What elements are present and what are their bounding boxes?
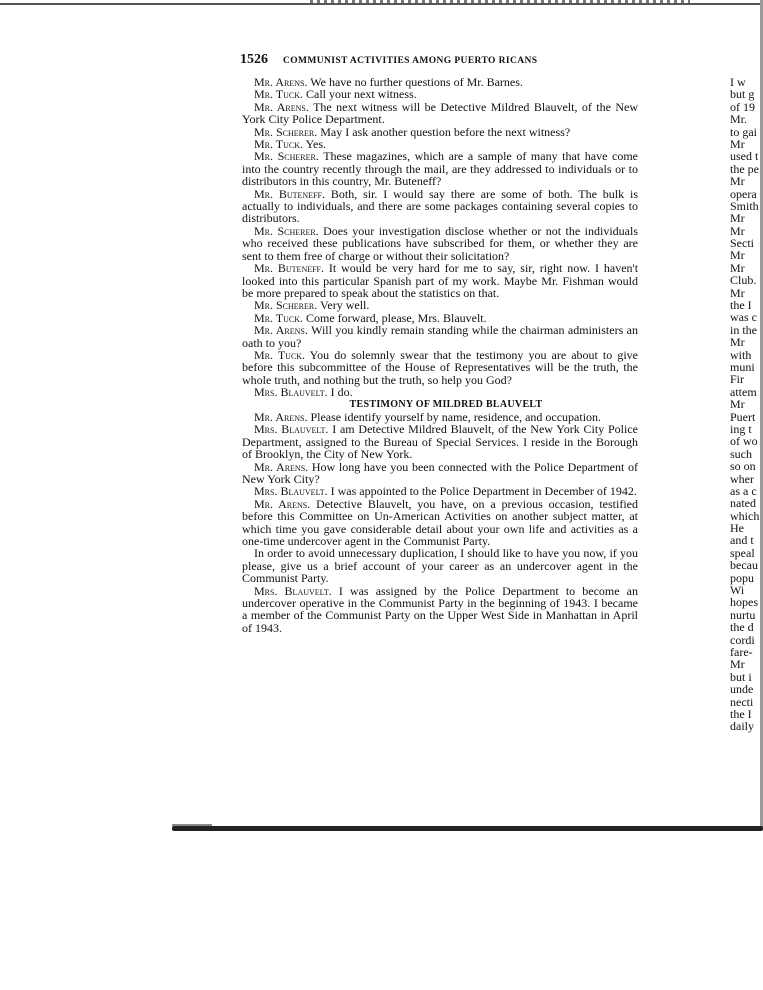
facing-page-fragment: the I <box>730 706 752 721</box>
speech: How long have you been connected with the Police Department of New York City? <box>242 459 638 486</box>
facing-page-fragment: Mr <box>730 335 745 350</box>
speaker: Mr. Arens. <box>254 323 308 338</box>
speech: Yes. <box>305 137 327 152</box>
speaker: Mr. Arens. <box>254 75 308 89</box>
facing-page-fragment: Mr <box>730 248 745 263</box>
facing-page-fragment: Mr <box>730 657 745 672</box>
paragraph <box>242 461 638 486</box>
paragraph <box>242 150 638 187</box>
page-header <box>240 52 640 68</box>
speaker: Mr. Arens. <box>254 496 311 511</box>
facing-page-fragment: which <box>730 508 760 523</box>
main-text-column <box>242 76 638 634</box>
paragraph <box>242 101 638 126</box>
paragraph <box>242 225 638 262</box>
facing-page-fragment: but i <box>730 669 752 684</box>
facing-page-fragment: Smith <box>730 198 759 213</box>
facing-page-fragment: Mr <box>730 174 745 189</box>
paragraph <box>242 324 638 349</box>
facing-page-fragment: nurtu <box>730 607 756 622</box>
facing-page-fragment: I w <box>730 76 746 89</box>
speech: Come forward, please, Mrs. Blauvelt. <box>306 310 487 325</box>
paragraph <box>242 188 638 225</box>
speech: Very well. <box>320 298 370 313</box>
facing-page-fragment: wher <box>730 471 754 486</box>
speaker: Mrs. Blauvelt. <box>254 484 328 499</box>
facing-page-fragment: speal <box>730 545 755 560</box>
speech: Will you kindly remain standing while the chairman administers an oath to you? <box>242 323 639 350</box>
facing-page-fragment: Wi <box>730 583 745 598</box>
facing-page-fragment: hopes <box>730 595 758 610</box>
facing-page-fragment: was c <box>730 310 757 325</box>
facing-page-fragment: He <box>730 521 744 536</box>
speaker: Mr. Buteneff. <box>254 186 325 201</box>
speech: The next witness will be Detective Mildred Blauvelt, of the New York City Police Department. <box>242 99 638 127</box>
facing-page-fragment: the d <box>730 620 754 635</box>
facing-page-fragment: Mr <box>730 285 745 300</box>
paragraph <box>242 547 638 584</box>
facing-page-fragment: Mr <box>730 136 745 151</box>
facing-page-fragment: with <box>730 347 752 362</box>
facing-page-fragment: as a c <box>730 483 757 498</box>
top-scan-dots <box>310 0 690 3</box>
facing-page-fragment: unde <box>730 682 754 697</box>
speaker: Mr. Tuck. <box>254 347 306 362</box>
speech: May I ask another question before the next witness? <box>320 124 571 139</box>
speech: We have no further questions of Mr. Barnes. <box>310 75 523 89</box>
facing-page-fragment: the I <box>730 298 752 313</box>
speaker: Mr. Scherer. <box>254 124 318 139</box>
facing-page-fragment: in the <box>730 322 757 337</box>
facing-page-fragment: ing t <box>730 421 752 436</box>
speaker: Mr. Arens. <box>254 459 309 474</box>
facing-page-fragment: necti <box>730 694 754 709</box>
speaker: Mr. Arens. <box>254 409 308 424</box>
bottom-scan-edge <box>172 826 763 831</box>
facing-page-fragment: muni <box>730 359 755 374</box>
paragraph <box>242 262 638 299</box>
facing-page-fragment: attem <box>730 384 757 399</box>
facing-page-fragment: the pe <box>730 161 759 176</box>
facing-page-fragment: Mr. <box>730 112 748 127</box>
speech: Please identify yourself by name, residence, and occupation. <box>310 409 602 424</box>
paragraph <box>242 585 638 635</box>
speech: It would be very hard for me to say, sir, right now. I haven't looked into this particular Spanish part of my work. Maybe Mr. Fishman would be more prepared to speak about the statistics on that. <box>242 261 639 300</box>
speaker: Mr. Scherer. <box>254 223 319 238</box>
facing-page-fragment: Mr <box>730 397 745 412</box>
facing-page-fragment: used t <box>730 149 759 164</box>
speech: Does your investigation disclose whether or not the individuals who received these publications have subscribed for them, or whether they are sent to them free of charge or without their solicitation? <box>242 223 638 263</box>
facing-page-column-fragments <box>730 76 763 733</box>
facing-page-fragment: and t <box>730 533 754 548</box>
facing-page-fragment: so on <box>730 459 756 474</box>
facing-page-fragment: Secti <box>730 236 754 251</box>
top-scan-edge <box>0 3 763 5</box>
facing-page-fragment: Mr <box>730 211 745 226</box>
facing-page-fragment: opera <box>730 186 757 201</box>
facing-page-fragment: Puert <box>730 409 756 424</box>
speaker: Mr. Arens. <box>254 99 309 114</box>
speech: Call your next witness. <box>306 87 417 102</box>
speaker: Mr. Buteneff. <box>254 261 325 276</box>
facing-page-fragment: Mr <box>730 223 745 238</box>
speech: Both, sir. I would say there are some of both. The bulk is actually to individuals, and there are some packages containing several copies to distributors. <box>242 186 639 226</box>
page-number: 1526 <box>240 52 268 67</box>
speech: Detective Blauvelt, you have, on a previous occasion, testified before this Committee on Un-American Activities on another subject matter, at which time you gave considerable detail about your own life and activities as a one-time undercover agent in the Communist Party. <box>242 496 638 549</box>
paragraph <box>242 349 638 386</box>
facing-page-fragment: to gai <box>730 124 757 139</box>
speech: You do solemnly swear that the testimony you are about to give before this subcommittee of the House of Representatives will be the truth, the whole truth, and nothing but the truth, so help you God? <box>242 347 638 387</box>
facing-page-fragment: becau <box>730 558 758 573</box>
facing-page-fragment: of 19 <box>730 99 755 114</box>
paragraph <box>242 386 638 398</box>
facing-page-fragment: such <box>730 446 752 461</box>
speaker: Mr. Tuck. <box>254 137 304 152</box>
speech: I was assigned by the Police Department to become an undercover operative in the Communist Party in the beginning of 1943. I became a member of the Communist Party on the Upper West Side in Manhattan in April of 1943. <box>242 583 639 635</box>
facing-page-fragment: of wo <box>730 434 758 449</box>
speaker: Mr. Scherer. <box>254 149 319 164</box>
facing-page-fragment: Club. <box>730 273 757 288</box>
section-heading: TESTIMONY OF MILDRED BLAUVELT <box>349 398 543 410</box>
speaker: Mr. Scherer. <box>254 298 318 313</box>
facing-page-fragment: Fir <box>730 372 745 387</box>
speech: These magazines, which are a sample of many that have come into the country recently through the mail, are they addressed to individuals or to distributors in this country, Mr. Buteneff? <box>242 149 638 189</box>
facing-page-fragment: fare- <box>730 644 753 659</box>
facing-page-fragment: nated <box>730 496 756 511</box>
speaker: Mr. Tuck. <box>254 310 304 325</box>
speech: I was appointed to the Police Department in December of 1942. <box>330 484 637 499</box>
speech: I do. <box>330 385 353 400</box>
paragraph <box>242 498 638 548</box>
running-title: COMMUNIST ACTIVITIES AMONG PUERTO RICANS <box>283 56 538 66</box>
facing-page-fragment: cordi <box>730 632 755 647</box>
facing-page-fragment: daily <box>730 719 754 733</box>
facing-page-fragment: Mr <box>730 260 745 275</box>
facing-page-fragment: popu <box>730 570 754 585</box>
facing-page-fragment: but g <box>730 87 755 102</box>
speaker: Mrs. Blauvelt. <box>254 422 329 437</box>
speaker: Mrs. Blauvelt. <box>254 583 332 598</box>
speech: I am Detective Mildred Blauvelt, of the New York City Police Department, assigned to the Bureau of Special Services. I reside in the Borough of Brooklyn, the City of New York. <box>242 422 638 462</box>
speech: In order to avoid unnecessary duplication, I should like to have you now, if you please, give us a brief account of your career as an undercover agent in the Communist Party. <box>242 546 638 586</box>
speaker: Mr. Tuck. <box>254 87 304 102</box>
paragraph <box>242 423 638 460</box>
speaker: Mrs. Blauvelt. <box>254 385 328 400</box>
